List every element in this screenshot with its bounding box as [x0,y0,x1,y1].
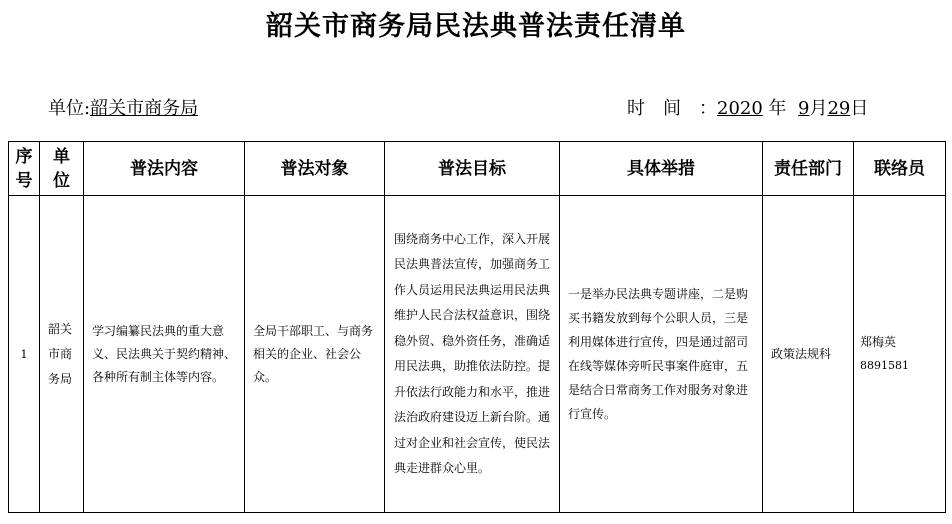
date-day-suffix: 日 [850,98,869,119]
contact-name: 郑梅英 [860,335,897,349]
header-content: 普法内容 [84,142,245,196]
responsibility-table [8,141,946,513]
header-contact: 联络员 [854,142,946,196]
date-line [627,94,868,120]
contact-phone: 8891581 [860,359,909,372]
unit-line [48,94,198,120]
unit-label: 单位: [48,98,91,119]
page-title: 韶关市商务局民法典普法责任清单 [266,11,686,42]
table-header-row [9,142,946,196]
header-measures: 具体举措 [560,142,763,196]
date-month: 9 [798,98,810,119]
cell-dept: 政策法规科 [763,196,854,513]
header-goal: 普法目标 [385,142,560,196]
header-unit: 单位 [40,142,84,196]
date-year-suffix: 年 [768,98,787,119]
date-month-suffix: 月 [809,98,828,119]
header-target: 普法对象 [245,142,385,196]
unit-value: 韶关市商务局 [90,98,199,119]
cell-seq: 1 [9,196,40,513]
date-day: 29 [827,98,851,119]
cell-goal: 围绕商务中心工作，深入开展民法典普法宣传，加强商务工作人员运用民法典运用民法典维护人民合法权益意识，围绕稳外贸、稳外资任务，准确适用民法典，助推依法防控。提升依法行政能力和水平，推进法治政府建设迈上新台阶。通过对企业和社会宣传，使民法典走进群众心里。 [385,196,560,513]
cell-content: 学习编纂民法典的重大意义、民法典关于契约精神、各种所有制主体等内容。 [84,196,245,513]
header-dept: 责任部门 [763,142,854,196]
cell-target: 全局干部职工、与商务相关的企业、社会公众。 [245,196,385,513]
cell-unit: 韶关市商务局 [40,196,84,513]
table-row [9,196,946,513]
cell-contact [854,196,946,513]
header-seq: 序号 [9,142,40,196]
cell-measures: 一是举办民法典专题讲座，二是购买书籍发放到每个公职人员，三是利用媒体进行宣传，四是通过韶司在线等媒体旁听民事案件庭审，五是结合日常商务工作对服务对象进行宣传。 [560,196,763,513]
date-year: 2020 [717,98,763,119]
date-label: 时 间 ： [627,98,717,119]
